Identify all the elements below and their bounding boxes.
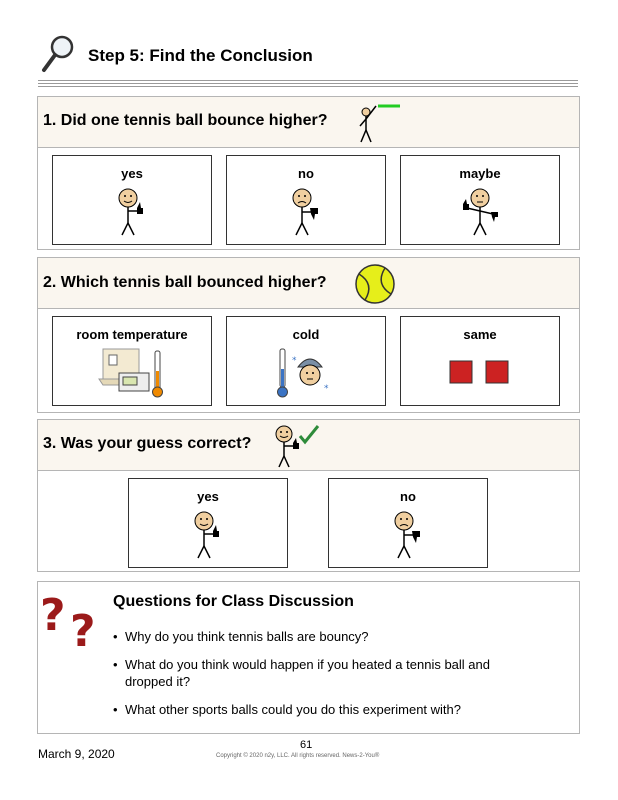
discussion-title: Questions for Class Discussion: [113, 593, 354, 610]
page-number: 61: [300, 739, 313, 751]
svg-text:?: ?: [40, 590, 66, 641]
svg-text:*: *: [292, 356, 297, 366]
person-thumbs-down-icon: [284, 186, 328, 236]
copyright-notice: Copyright © 2020 n2y, LLC. All rights reserved. News-2-You®: [216, 753, 380, 759]
person-thumbs-up-icon: [110, 186, 154, 236]
question-2-header: [38, 258, 579, 309]
option-label: room temperature: [76, 327, 188, 342]
svg-text:?: ?: [70, 606, 96, 650]
person-thumbs-up-icon: [186, 509, 230, 559]
svg-text:*: *: [324, 384, 329, 394]
question-1-section: [37, 96, 580, 250]
page-title: Step 5: Find the Conclusion: [88, 46, 313, 65]
question-2-text: 2. Which tennis ball bounced higher?: [43, 274, 327, 291]
option-label: same: [463, 327, 497, 342]
option-room-temperature-card[interactable]: [52, 316, 212, 406]
question-1-text: 1. Did one tennis ball bounce higher?: [43, 112, 328, 129]
divider: [38, 83, 578, 84]
option-label: maybe: [459, 166, 501, 181]
option-label: no: [400, 489, 416, 504]
option-label: yes: [197, 489, 219, 504]
question-3-section: [37, 419, 580, 572]
person-checkmark-icon: [272, 422, 320, 468]
option-cold-card[interactable]: [226, 316, 386, 406]
question-1-header: [38, 97, 579, 148]
option-label: yes: [121, 166, 143, 181]
option-yes-card[interactable]: [128, 478, 288, 568]
discussion-list: [113, 628, 543, 729]
person-shrug-icon: [455, 186, 505, 236]
question-3-header: [38, 420, 579, 471]
option-no-card[interactable]: [226, 155, 386, 245]
option-yes-card[interactable]: [52, 155, 212, 245]
divider: [38, 86, 578, 87]
question-marks-icon: [40, 590, 106, 650]
option-label: cold: [292, 327, 320, 342]
option-same-card[interactable]: [400, 316, 560, 406]
footer-date: March 9, 2020: [38, 747, 115, 761]
cold-thermometer-icon: [274, 345, 338, 401]
person-thumbs-down-icon: [386, 509, 430, 559]
tennis-ball-icon: [354, 263, 396, 305]
list-item: • Why do you think tennis balls are bouncy?: [113, 629, 369, 644]
list-item: • What other sports balls could you do this experiment with?: [113, 702, 462, 717]
divider: [38, 80, 578, 81]
room-thermostat-icon: [97, 345, 167, 401]
question-3-text: 3. Was your guess correct?: [43, 435, 252, 452]
magnifying-glass-icon: [40, 34, 76, 79]
jumping-person-icon: [358, 100, 404, 144]
question-2-section: [37, 257, 580, 413]
option-maybe-card[interactable]: [400, 155, 560, 245]
two-squares-icon: [448, 359, 512, 387]
option-label: no: [298, 166, 314, 181]
option-no-card[interactable]: [328, 478, 488, 568]
list-item: • What do you think would happen if you heated a tennis ball and dropped it?: [113, 657, 490, 689]
